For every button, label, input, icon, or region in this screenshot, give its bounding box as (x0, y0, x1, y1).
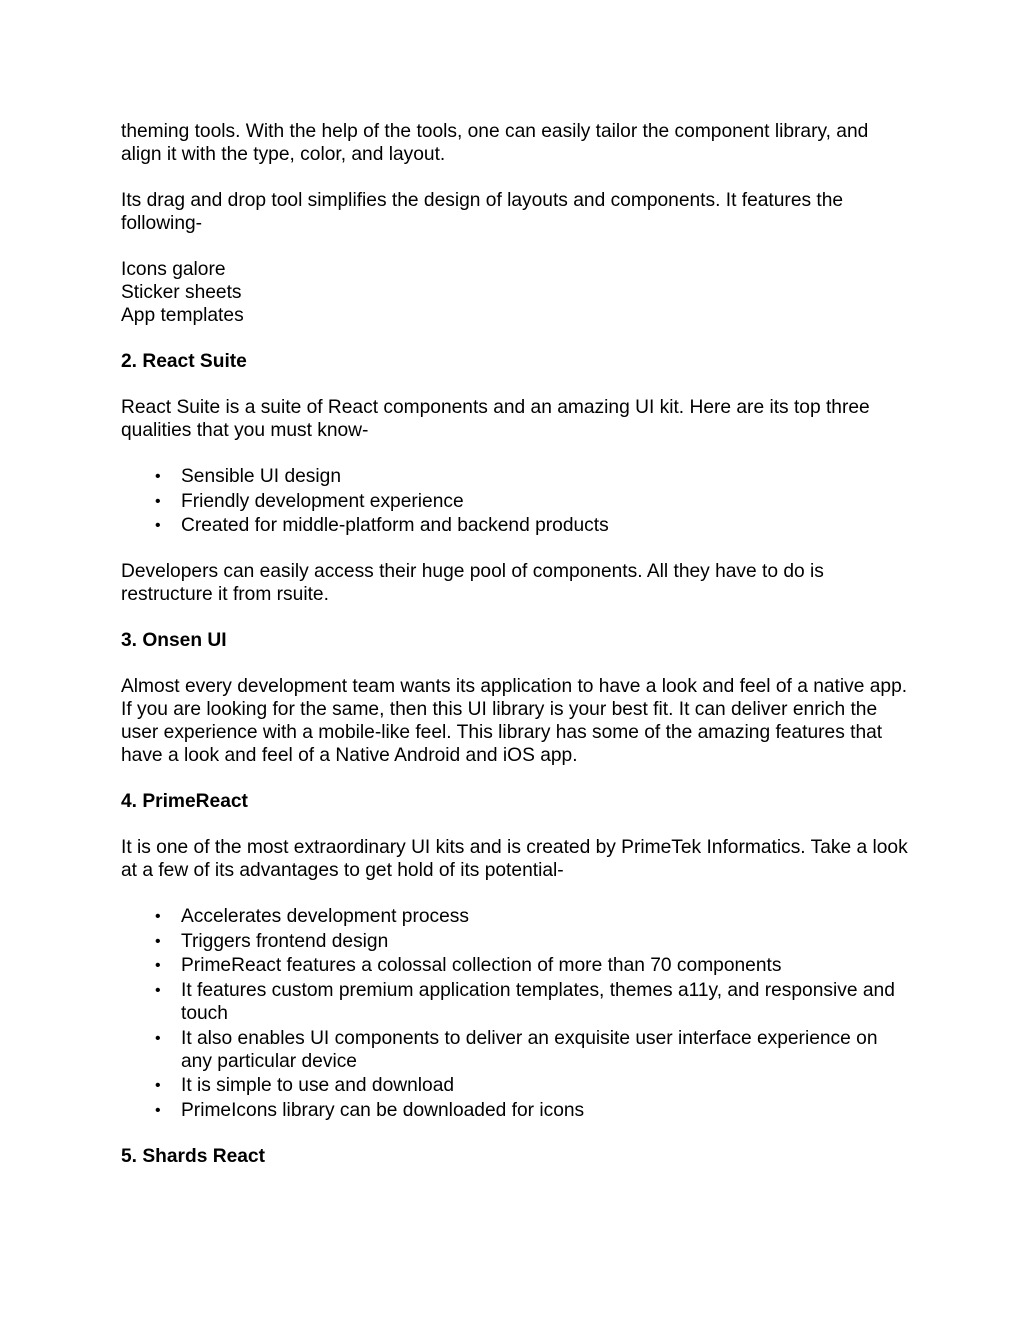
bullet-icon: • (155, 1029, 161, 1047)
feature-line: Icons galore (121, 259, 226, 280)
list-item (121, 514, 911, 537)
feature-lines (121, 258, 911, 327)
list-item-text: PrimeIcons library can be downloaded for icons (181, 1099, 585, 1121)
list-item (121, 1074, 911, 1097)
list-item (121, 905, 911, 928)
list-item-text: It also enables UI components to deliver an exquisite user interface experience on any particular device (181, 1027, 878, 1072)
primereact-list (121, 905, 911, 1122)
bullet-icon: • (155, 1077, 161, 1095)
intro-paragraph-2: Its drag and drop tool simplifies the design of layouts and components. It features the following- (121, 190, 844, 234)
list-item (121, 1099, 911, 1122)
bullet-icon: • (155, 492, 161, 510)
list-item-text: Friendly development experience (181, 490, 464, 512)
feature-line: Sticker sheets (121, 282, 242, 303)
bullet-icon: • (155, 957, 161, 975)
list-item (121, 954, 911, 977)
list-item (121, 465, 911, 488)
react-suite-paragraph: React Suite is a suite of React components and an amazing UI kit. Here are its top three qualities that you must know- (121, 397, 870, 441)
bullet-icon: • (155, 908, 161, 926)
list-item-text: Created for middle-platform and backend products (181, 515, 609, 537)
list-item-text: Triggers frontend design (181, 930, 389, 952)
bullet-icon: • (155, 1101, 161, 1119)
list-item-text: It is simple to use and download (181, 1075, 455, 1097)
feature-line: App templates (121, 305, 244, 326)
list-item (121, 979, 911, 1025)
list-item-text: Sensible UI design (181, 466, 341, 487)
onsen-ui-paragraph: Almost every development team wants its application to have a look and feel of a native app. If you are looking for the same, then this UI library is your best fit. It can deliver enrich the user experience with a mobile-like feel. This library has some of the amazing features that have a look and feel of a Native Android and iOS app. (121, 676, 908, 767)
bullet-icon: • (155, 517, 161, 535)
bullet-icon: • (155, 932, 161, 950)
bullet-icon: • (155, 468, 161, 485)
list-item-text: PrimeReact features a colossal collection of more than 70 components (181, 955, 782, 977)
list-item-text: It features custom premium application templates, themes a11y, and responsive and touch (181, 979, 895, 1024)
react-suite-list (121, 465, 911, 537)
list-item (121, 490, 911, 513)
section-heading-primereact: 4. PrimeReact (121, 791, 248, 813)
section-heading-onsen-ui: 3. Onsen UI (121, 630, 227, 652)
primereact-paragraph: It is one of the most extraordinary UI kits and is created by PrimeTek Informatics. Take a look at a few of its advantages to get hold of its potential- (121, 837, 908, 882)
section-heading-shards-react: 5. Shards React (121, 1145, 265, 1167)
react-suite-paragraph-after: Developers can easily access their huge pool of components. All they have to do is restructure it from rsuite. (121, 561, 824, 606)
bullet-icon: • (155, 981, 161, 999)
section-heading-react-suite: 2. React Suite (121, 351, 247, 372)
document-page (121, 120, 911, 1191)
list-item-text: Accelerates development process (181, 906, 469, 928)
intro-paragraph-1: theming tools. With the help of the tools, one can easily tailor the component library, and align it with the type, color, and layout. (121, 121, 869, 165)
list-item (121, 1027, 911, 1073)
list-item (121, 930, 911, 953)
